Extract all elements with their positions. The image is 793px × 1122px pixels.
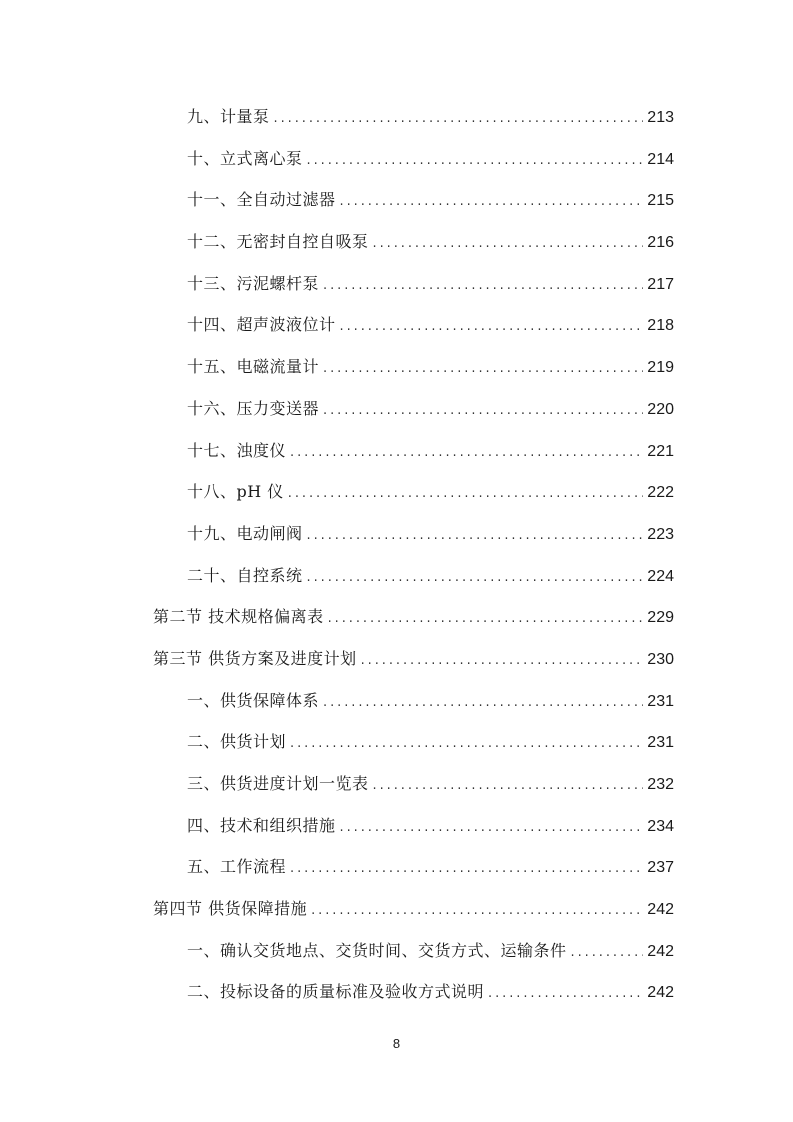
toc-entry-label: 二、供货计划 <box>187 732 287 752</box>
toc-section-entry[interactable] <box>0 888 793 930</box>
toc-dot-leader <box>323 390 643 432</box>
toc-entry-label: 三、供货进度计划一览表 <box>187 774 369 793</box>
toc-dot-leader <box>307 557 644 599</box>
toc-entry-label: 一、确认交货地点、交货时间、交货方式、运输条件 <box>187 940 567 960</box>
toc-entry-page: 222 <box>647 484 674 502</box>
toc-entry-page: 221 <box>647 442 674 460</box>
toc-entry[interactable] <box>0 763 793 805</box>
toc-dot-leader <box>340 306 644 348</box>
toc-dot-leader <box>307 140 644 182</box>
toc-entry-label: 十五、电磁流量计 <box>187 357 320 377</box>
toc-entry[interactable] <box>0 971 793 1013</box>
toc-entry[interactable] <box>0 179 793 221</box>
toc-entry[interactable] <box>0 471 793 513</box>
toc-dot-leader <box>323 348 643 390</box>
toc-dot-leader <box>373 223 644 265</box>
toc-entry-page: 232 <box>647 776 674 793</box>
toc-dot-leader <box>274 98 644 140</box>
toc-entry-label: 十六、压力变送器 <box>187 398 320 418</box>
toc-dot-leader <box>488 973 643 1015</box>
toc-entry-label: 第四节 供货保障措施 <box>153 899 308 919</box>
toc-dot-leader <box>323 682 643 724</box>
toc-entry-page: 242 <box>647 942 674 960</box>
toc-entry[interactable] <box>0 304 793 346</box>
toc-entry[interactable] <box>0 721 793 763</box>
toc-dot-leader <box>290 432 643 474</box>
table-of-contents <box>0 96 793 1013</box>
toc-entry-label: 十七、浊度仪 <box>187 440 287 460</box>
toc-entry-page: 242 <box>647 901 674 919</box>
toc-entry-label: 四、技术和组织措施 <box>187 815 336 835</box>
page-number: 8 <box>392 1036 401 1051</box>
toc-entry-page: 234 <box>647 817 674 835</box>
toc-entry-label: 二、投标设备的质量标准及验收方式说明 <box>187 982 485 1002</box>
toc-entry-label: 十、立式离心泵 <box>187 148 303 168</box>
toc-dot-leader <box>323 265 643 307</box>
toc-entry-label: 第三节 供货方案及进度计划 <box>153 648 357 668</box>
toc-entry-label: 十三、污泥螺杆泵 <box>187 273 320 293</box>
toc-entry-page: 223 <box>647 525 674 543</box>
toc-entry-page: 231 <box>647 692 674 710</box>
toc-entry-label: 二十、自控系统 <box>187 565 303 585</box>
toc-entry-page: 214 <box>647 150 674 168</box>
toc-dot-leader <box>288 473 644 515</box>
toc-entry-page: 213 <box>647 109 674 126</box>
toc-section-entry[interactable] <box>0 638 793 680</box>
toc-entry-page: 219 <box>647 359 674 377</box>
toc-entry-page: 229 <box>647 609 674 627</box>
toc-entry-page: 217 <box>647 275 674 293</box>
toc-entry[interactable] <box>0 96 793 138</box>
toc-entry-label: 一、供货保障体系 <box>187 690 320 710</box>
toc-entry-label: 十八、pH 仪 <box>187 482 284 502</box>
toc-dot-leader <box>328 598 644 640</box>
toc-entry-label: 十四、超声波液位计 <box>187 315 336 335</box>
toc-entry-page: 220 <box>647 400 674 418</box>
toc-entry[interactable] <box>0 555 793 597</box>
toc-entry-page: 218 <box>647 317 674 335</box>
toc-entry-label: 十九、电动闸阀 <box>187 523 303 543</box>
toc-entry-label: 十一、全自动过滤器 <box>187 190 336 210</box>
toc-entry[interactable] <box>0 513 793 555</box>
toc-dot-leader <box>311 890 643 932</box>
toc-dot-leader <box>340 807 644 849</box>
toc-dot-leader <box>290 848 643 890</box>
toc-entry-page: 237 <box>647 859 674 877</box>
toc-entry[interactable] <box>0 138 793 180</box>
toc-dot-leader <box>361 640 644 682</box>
toc-entry[interactable] <box>0 680 793 722</box>
toc-entry[interactable] <box>0 221 793 263</box>
toc-entry-page: 216 <box>647 234 674 252</box>
toc-dot-leader <box>290 723 643 765</box>
toc-entry[interactable] <box>0 388 793 430</box>
toc-entry-page: 242 <box>647 984 674 1002</box>
toc-dot-leader <box>340 181 644 223</box>
toc-entry[interactable] <box>0 805 793 847</box>
toc-entry[interactable] <box>0 846 793 888</box>
toc-entry[interactable] <box>0 930 793 972</box>
toc-dot-leader <box>373 765 644 807</box>
toc-entry-page: 230 <box>647 650 674 668</box>
toc-entry-page: 215 <box>647 192 674 210</box>
toc-dot-leader <box>571 932 644 974</box>
toc-entry-label: 第二节 技术规格偏离表 <box>153 607 324 627</box>
toc-entry-label: 五、工作流程 <box>187 857 287 877</box>
toc-entry-label: 十二、无密封自控自吸泵 <box>187 232 369 252</box>
toc-dot-leader <box>307 515 644 557</box>
toc-section-entry[interactable] <box>0 596 793 638</box>
toc-entry[interactable] <box>0 263 793 305</box>
toc-entry-page: 231 <box>647 734 674 752</box>
toc-entry-page: 224 <box>647 567 674 585</box>
toc-entry[interactable] <box>0 346 793 388</box>
toc-entry[interactable] <box>0 430 793 472</box>
toc-entry-label: 九、计量泵 <box>187 107 270 126</box>
